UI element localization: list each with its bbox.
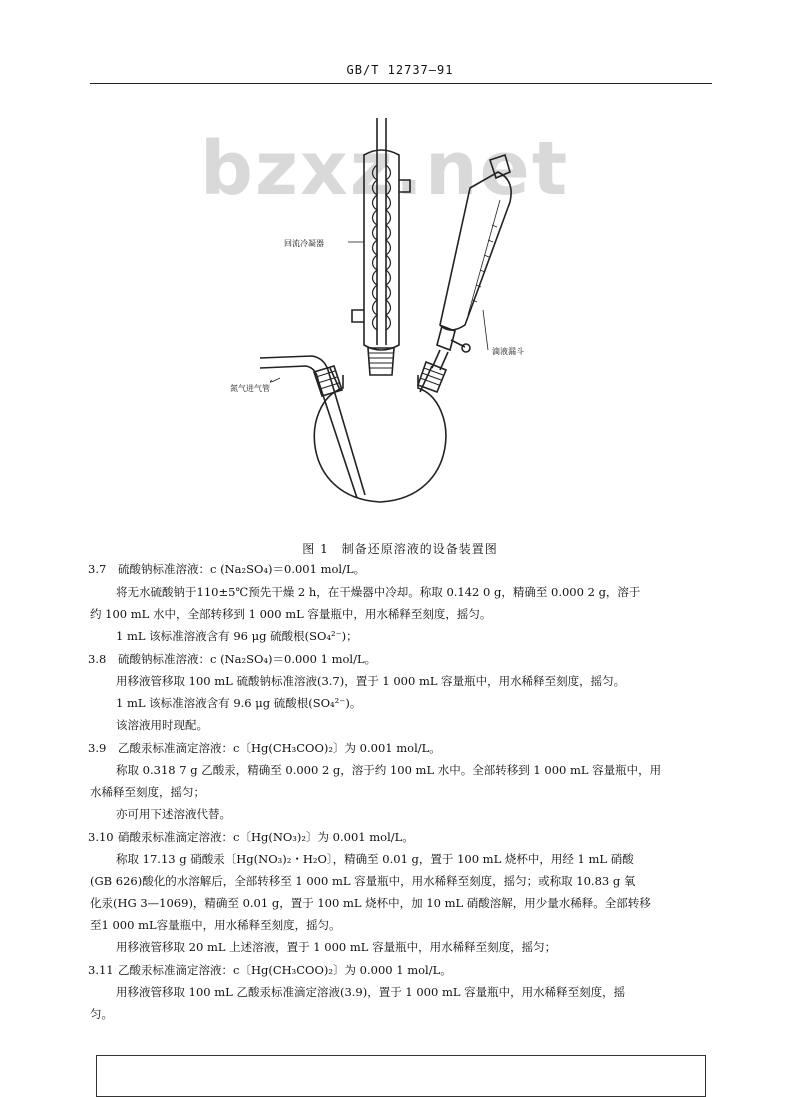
nitrogen-leader: [270, 378, 280, 382]
figure-caption: 图 1 制备还原溶液的设备装置图: [302, 542, 498, 556]
section-3-8-heading: [88, 651, 376, 667]
condenser-inlet: [352, 310, 364, 322]
section-3-9-heading: [88, 740, 441, 756]
funnel-leader: [483, 310, 488, 350]
paragraph-line: (GB 626)酸化的水溶解后，全部转移至 1 000 mL 容量瓶中，用水稀释至刻度，摇匀；或称取 10.83 g 氧: [90, 874, 636, 888]
section-title: 硫酸钠标准溶液：c (Na₂SO₄)＝0.000 1 mol/L。: [118, 652, 377, 666]
funnel-stopcock: [437, 326, 465, 350]
paragraph-line: 该溶液用时现配。: [116, 718, 208, 732]
section-3-11-heading: [88, 962, 452, 978]
paragraph-line: 用移液管移取 100 mL 硫酸钠标准溶液(3.7)，置于 1 000 mL 容量瓶中，用水稀释至刻度，摇匀。: [116, 674, 626, 688]
paragraph-line: 水稀释至刻度，摇匀；: [90, 785, 205, 799]
paragraph-line: 将无水硫酸钠于110±5℃预先干燥 2 h，在干燥器中冷却。称取 0.142 0 g，精确至 0.000 2 g，溶于: [116, 585, 641, 599]
paragraph-line: 称取 0.318 7 g 乙酸汞，精确至 0.000 2 g，溶于约 100 mL 水中。全部转移到 1 000 mL 容量瓶中，用: [116, 763, 662, 777]
header-rule: [90, 83, 712, 84]
condenser-jacket: [364, 150, 399, 350]
funnel-label: 滴液漏斗: [492, 347, 524, 356]
funnel-graduation: [468, 200, 500, 315]
section-number: 3.9: [88, 741, 107, 755]
nitrogen-tube-label: 氮气进气管: [230, 384, 270, 393]
condenser-joint: [368, 348, 394, 375]
page-header: GB/T 12737—91: [346, 63, 454, 77]
stopcock-knob: [462, 344, 470, 352]
section-3-7-heading: [88, 561, 365, 577]
paragraph-line: 至1 000 mL容量瓶中，用水稀释至刻度，摇匀。: [90, 918, 341, 932]
paragraph-line: 用移液管移取 20 mL 上述溶液，置于 1 000 mL 容量瓶中，用水稀释至刻度，摇匀；: [116, 940, 557, 954]
condenser-label: 回流冷凝器: [284, 239, 324, 248]
condenser-inner-tube: [377, 118, 386, 345]
paragraph-line: 1 mL 该标准溶液含有 96 μg 硫酸根(SO₄²⁻)；: [116, 629, 358, 643]
paragraph-line: 匀。: [90, 1007, 113, 1021]
condenser-joint-threads: [368, 353, 394, 368]
paragraph-line: 亦可用下述溶液代替。: [116, 807, 231, 821]
paragraph-line: 称取 17.13 g 硝酸汞〔Hg(NO₃)₂・H₂O〕，精确至 0.01 g，置于 100 mL 烧杯中，用经 1 mL 硝酸: [116, 852, 634, 866]
round-bottom-flask: [314, 375, 446, 502]
section-title: 乙酸汞标准滴定溶液：c〔Hg(CH₃COO)₂〕为 0.000 1 mol/L。: [118, 963, 452, 977]
apparatus-figure: [0, 100, 800, 540]
watermark: bzxz.net: [200, 126, 570, 212]
section-number: 3.11: [88, 963, 114, 977]
section-title: 硝酸汞标准滴定溶液：c〔Hg(NO₃)₂〕为 0.001 mol/L。: [118, 830, 414, 844]
section-number: 3.10: [88, 830, 114, 844]
condenser-outlet: [399, 180, 410, 192]
paragraph-line: 用移液管移取 100 mL 乙酸汞标准滴定溶液(3.9)，置于 1 000 mL 容量瓶中，用水稀释至刻度，摇: [116, 985, 626, 999]
nitrogen-inlet-tube: [260, 356, 365, 498]
paragraph-line: 约 100 mL 水中，全部转移到 1 000 mL 容量瓶中，用水稀释至刻度，摇匀。: [90, 607, 492, 621]
paragraph-line: 1 mL 该标准溶液含有 9.6 μg 硫酸根(SO₄²⁻)。: [116, 696, 362, 710]
condenser-coil: [373, 165, 391, 330]
paragraph-line: 化汞(HG 3—1069)，精确至 0.01 g，置于 100 mL 烧杯中，加 10 mL 硝酸溶解，用少量水稀释。全部转移: [90, 896, 651, 910]
section-number: 3.8: [88, 652, 107, 666]
section-title: 乙酸汞标准滴定溶液：c〔Hg(CH₃COO)₂〕为 0.001 mol/L。: [118, 741, 441, 755]
dropping-funnel-body: [440, 172, 511, 330]
section-number: 3.7: [88, 562, 107, 576]
section-3-10-heading: [88, 829, 414, 845]
section-title: 硫酸钠标准溶液：c (Na₂SO₄)＝0.001 mol/L。: [118, 562, 366, 576]
